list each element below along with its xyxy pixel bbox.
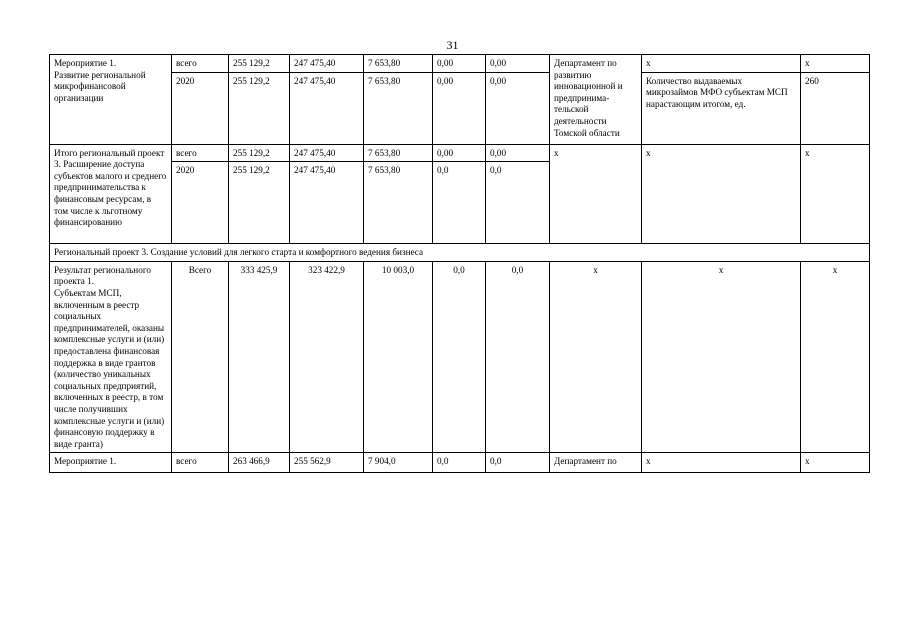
executor-cell: Департамент по развитию инновационной и предпринима-тельской деятельности Томской области: [550, 55, 642, 145]
local-cell: 0,0: [433, 453, 486, 473]
budget-table: [49, 54, 870, 473]
executor-cell: х: [550, 261, 642, 453]
row-name: Итого региональный проект 3. Расширение доступа субъектов малого и среднего предпринимательства к финансовым ресурсам, в том числе к льготному финансированию: [50, 144, 172, 244]
regional-cell: 7 653,80: [364, 144, 433, 162]
indicator-value-cell: х: [801, 261, 870, 453]
indicator-value-cell: х: [801, 144, 870, 244]
federal-cell: 255 562,9: [290, 453, 364, 473]
period-cell: Всего: [172, 261, 229, 453]
total-cell: 255 129,2: [229, 162, 290, 244]
executor-cell: х: [550, 144, 642, 244]
project-title: Региональный проект 3. Создание условий для легкого старта и комфортного ведения бизнеса: [50, 244, 870, 262]
regional-cell: 10 003,0: [364, 261, 433, 453]
federal-cell: 247 475,40: [290, 144, 364, 162]
total-cell: 333 425,9: [229, 261, 290, 453]
page-number: 31: [446, 38, 459, 52]
period-cell: 2020: [172, 162, 229, 244]
regional-cell: 7 653,80: [364, 72, 433, 144]
indicator-name-cell: х: [642, 144, 801, 244]
indicator-value-cell: х: [801, 453, 870, 473]
other-cell: 0,00: [486, 55, 550, 73]
other-cell: 0,00: [486, 72, 550, 144]
local-cell: 0,00: [433, 144, 486, 162]
table-row: [50, 244, 870, 262]
table-row: [50, 72, 870, 144]
federal-cell: 323 422,9: [290, 261, 364, 453]
indicator-name-cell: Количество выдаваемых микрозаймов МФО субъектам МСП нарастающим итогом, ед.: [642, 72, 801, 144]
total-cell: 255 129,2: [229, 72, 290, 144]
regional-cell: 7 904,0: [364, 453, 433, 473]
indicator-name-cell: х: [642, 261, 801, 453]
table-row: [50, 453, 870, 473]
period-cell: всего: [172, 453, 229, 473]
federal-cell: 247 475,40: [290, 72, 364, 144]
total-cell: 263 466,9: [229, 453, 290, 473]
local-cell: 0,00: [433, 72, 486, 144]
federal-cell: 247 475,40: [290, 55, 364, 73]
executor-cell: Департамент по: [550, 453, 642, 473]
table-row: [50, 55, 870, 73]
row-name: Результат регионального проекта 1. Субъектам МСП, включенным в реестр социальных предпринимателей, оказаны комплексные услуги и (или) предоставлена финансовая поддержка в виде грантов (количество уникальных социальных предприятий, включенных в реестр, в том числе получивших комплексные услуги и (или) финансовую поддержку в виде гранта): [50, 261, 172, 453]
row-name: Мероприятие 1. Развитие региональной микрофинансовой организации: [50, 55, 172, 145]
other-cell: 0,00: [486, 144, 550, 162]
row-name: Мероприятие 1.: [50, 453, 172, 473]
other-cell: 0,0: [486, 162, 550, 244]
other-cell: 0,0: [486, 261, 550, 453]
regional-cell: 7 653,80: [364, 55, 433, 73]
other-cell: 0,0: [486, 453, 550, 473]
local-cell: 0,0: [433, 162, 486, 244]
period-cell: всего: [172, 55, 229, 73]
table-row: [50, 261, 870, 453]
indicator-name-cell: х: [642, 453, 801, 473]
period-cell: всего: [172, 144, 229, 162]
table-row: [50, 144, 870, 162]
indicator-name-cell: х: [642, 55, 801, 73]
local-cell: 0,0: [433, 261, 486, 453]
indicator-value-cell: 260: [801, 72, 870, 144]
local-cell: 0,00: [433, 55, 486, 73]
federal-cell: 247 475,40: [290, 162, 364, 244]
regional-cell: 7 653,80: [364, 162, 433, 244]
total-cell: 255 129,2: [229, 144, 290, 162]
period-cell: 2020: [172, 72, 229, 144]
indicator-value-cell: х: [801, 55, 870, 73]
total-cell: 255 129,2: [229, 55, 290, 73]
